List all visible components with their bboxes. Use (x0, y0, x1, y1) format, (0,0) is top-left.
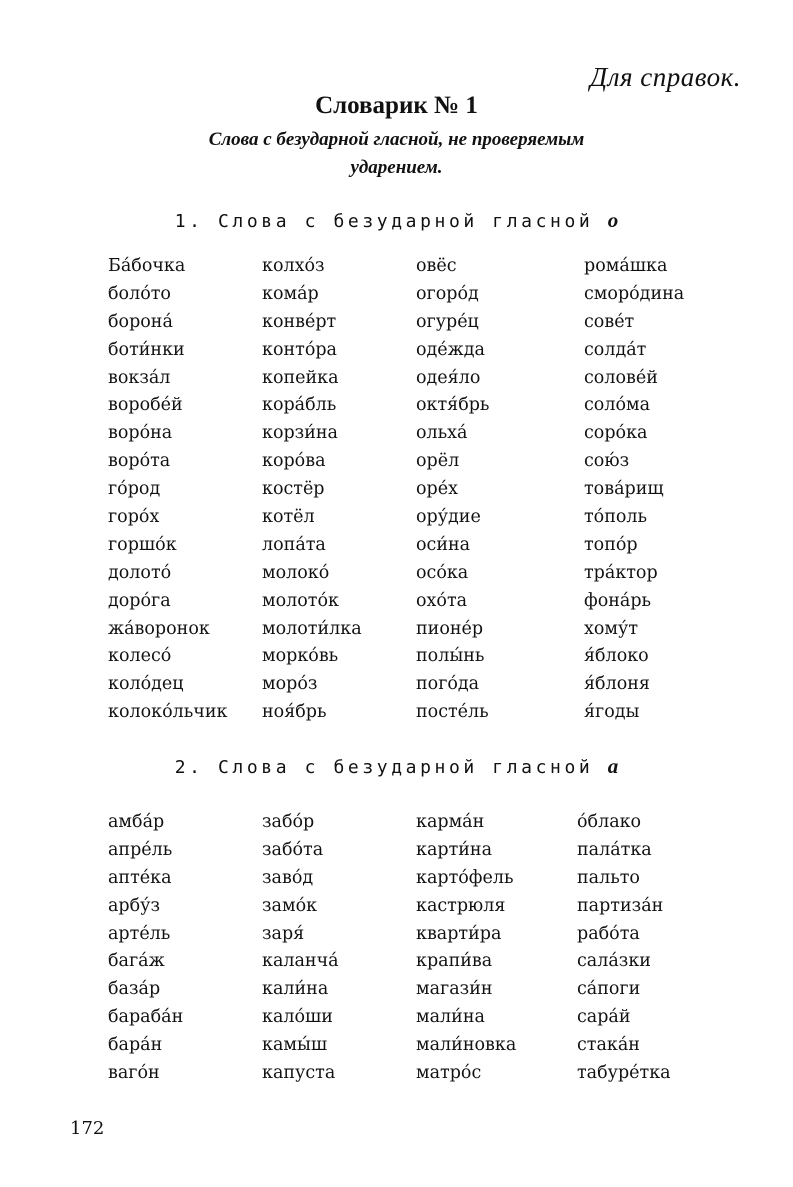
word: апте́ка (108, 867, 172, 888)
word: конве́рт (262, 311, 337, 332)
word: оде́жда (416, 339, 485, 360)
word: кора́бль (262, 395, 337, 416)
word: орёл (416, 451, 460, 472)
word: фона́рь (584, 590, 652, 611)
word: стака́н (577, 1035, 640, 1056)
word: копейка (262, 367, 339, 388)
word: молоти́лка (262, 618, 362, 639)
word: то́поль (584, 507, 648, 528)
section-2-column-4 (577, 809, 671, 1088)
section-1-heading (0, 208, 793, 233)
word: конто́ра (262, 339, 337, 360)
section-1-column-2 (262, 253, 362, 727)
word: долото́ (108, 562, 172, 583)
word: вокза́л (108, 367, 171, 388)
word: бараба́н (108, 1007, 184, 1028)
word: моро́з (262, 674, 318, 695)
word: кало́ши (262, 1007, 333, 1028)
word: оси́на (416, 534, 471, 555)
word: пала́тка (577, 839, 652, 860)
word: забо́та (262, 839, 324, 860)
word: воро́на (108, 423, 173, 444)
word: октя́брь (416, 395, 490, 416)
word: полы́нь (416, 646, 485, 667)
word: кварти́ра (416, 923, 502, 944)
word: бара́н (108, 1035, 163, 1056)
word: коро́ва (262, 451, 326, 472)
word: горо́х (108, 507, 160, 528)
word: огоро́д (416, 283, 479, 304)
word: пого́да (416, 674, 480, 695)
word: молоко́ (262, 562, 330, 583)
word: база́р (108, 979, 161, 1000)
word: колхо́з (262, 256, 325, 276)
word: ору́дие (416, 507, 481, 528)
word: заво́д (262, 867, 314, 888)
word: осо́ка (416, 562, 469, 583)
word: капуста (262, 1063, 336, 1084)
word: карти́на (416, 839, 493, 860)
word: кома́р (262, 283, 319, 304)
word: камы́ш (262, 1035, 328, 1056)
subtitle-line-1: Слова с безударной гласной, не проверяемым (208, 129, 585, 150)
word: крапи́ва (416, 951, 493, 972)
section-2-letter: а (607, 754, 619, 778)
word: рома́шка (584, 256, 668, 276)
word: посте́ль (416, 702, 489, 723)
reference-note: Для справок. (590, 62, 741, 92)
word: боло́то (108, 283, 171, 304)
page-title: Словарик № 1 (315, 92, 478, 119)
word: кастрюля (416, 895, 506, 916)
word: овёс (416, 256, 457, 276)
word: соро́ка (584, 423, 648, 444)
word: корзи́на (262, 423, 338, 444)
section-2-column-1 (108, 809, 183, 1088)
word: одея́ло (416, 367, 481, 388)
word: партиза́н (577, 895, 664, 916)
word: хому́т (584, 618, 638, 639)
word: о́блако (577, 812, 642, 832)
word: молото́к (262, 590, 339, 611)
word: карто́фель (416, 867, 514, 888)
section-1-heading-text: 1. Слова с безударной гласной (174, 211, 594, 232)
word: замо́к (262, 895, 318, 916)
word: карма́н (416, 812, 485, 832)
section-1-letter: о (607, 208, 619, 232)
word: топо́р (584, 534, 638, 555)
word: табуре́тка (577, 1063, 671, 1084)
word: пионе́р (416, 618, 484, 639)
word: матро́с (416, 1063, 482, 1084)
word: амба́р (108, 812, 165, 832)
word: арте́ль (108, 923, 171, 944)
section-2-column-2 (262, 809, 339, 1088)
word: сою́з (584, 451, 630, 472)
word: Ба́бочка (108, 256, 186, 276)
word: коло́дец (108, 674, 184, 695)
word: борона́ (108, 311, 173, 332)
section-1-column-3 (416, 253, 489, 727)
word: сала́зки (577, 951, 651, 972)
word: колоко́льчик (108, 702, 228, 723)
word: воробе́й (108, 395, 183, 416)
word: ольха́ (416, 423, 468, 444)
word: ноя́брь (262, 702, 327, 723)
word: оре́х (416, 479, 458, 500)
word: заря́ (262, 923, 305, 944)
word: горшо́к (108, 534, 177, 555)
section-2-heading-text: 2. Слова с безударной гласной (174, 757, 594, 778)
word: бага́ж (108, 951, 165, 972)
word: сове́т (584, 311, 635, 332)
page-number: 172 (70, 1118, 105, 1139)
word: огуре́ц (416, 311, 479, 332)
word: сара́й (577, 1007, 631, 1028)
word: мали́новка (416, 1035, 517, 1056)
word: рабо́та (577, 923, 640, 944)
word: го́род (108, 479, 161, 500)
word: охо́та (416, 590, 468, 611)
word: апре́ль (108, 839, 173, 860)
word: колесо́ (108, 646, 172, 667)
word: солове́й (584, 367, 658, 388)
word: солда́т (584, 339, 647, 360)
word: я́блоня (584, 674, 650, 695)
word: боти́нки (108, 339, 185, 360)
subtitle-line-2: ударением. (350, 157, 443, 178)
word: доро́га (108, 590, 171, 611)
word: арбу́з (108, 895, 161, 916)
word: това́рищ (584, 479, 664, 500)
word: я́блоко (584, 646, 649, 667)
word: сморо́дина (584, 283, 685, 304)
word: каланча́ (262, 951, 339, 972)
word: ваго́н (108, 1063, 160, 1084)
word: лопа́та (262, 534, 326, 555)
word: котёл (262, 507, 315, 528)
word: морко́вь (262, 646, 339, 667)
section-2-heading (0, 754, 793, 779)
word: кали́на (262, 979, 329, 1000)
section-1-column-4 (584, 253, 684, 727)
word: магази́н (416, 979, 493, 1000)
word: жа́воронок (108, 618, 210, 639)
word: мали́на (416, 1007, 485, 1028)
section-1-column-1 (108, 253, 227, 727)
word: костёр (262, 479, 325, 500)
word: тра́ктор (584, 562, 658, 583)
page-subtitle (0, 126, 793, 182)
word: пальто (577, 867, 640, 888)
word: соло́ма (584, 395, 651, 416)
word: я́годы (584, 702, 640, 723)
word: воро́та (108, 451, 171, 472)
word: са́поги (577, 979, 641, 1000)
section-2-column-3 (416, 809, 516, 1088)
word: забо́р (262, 812, 315, 832)
